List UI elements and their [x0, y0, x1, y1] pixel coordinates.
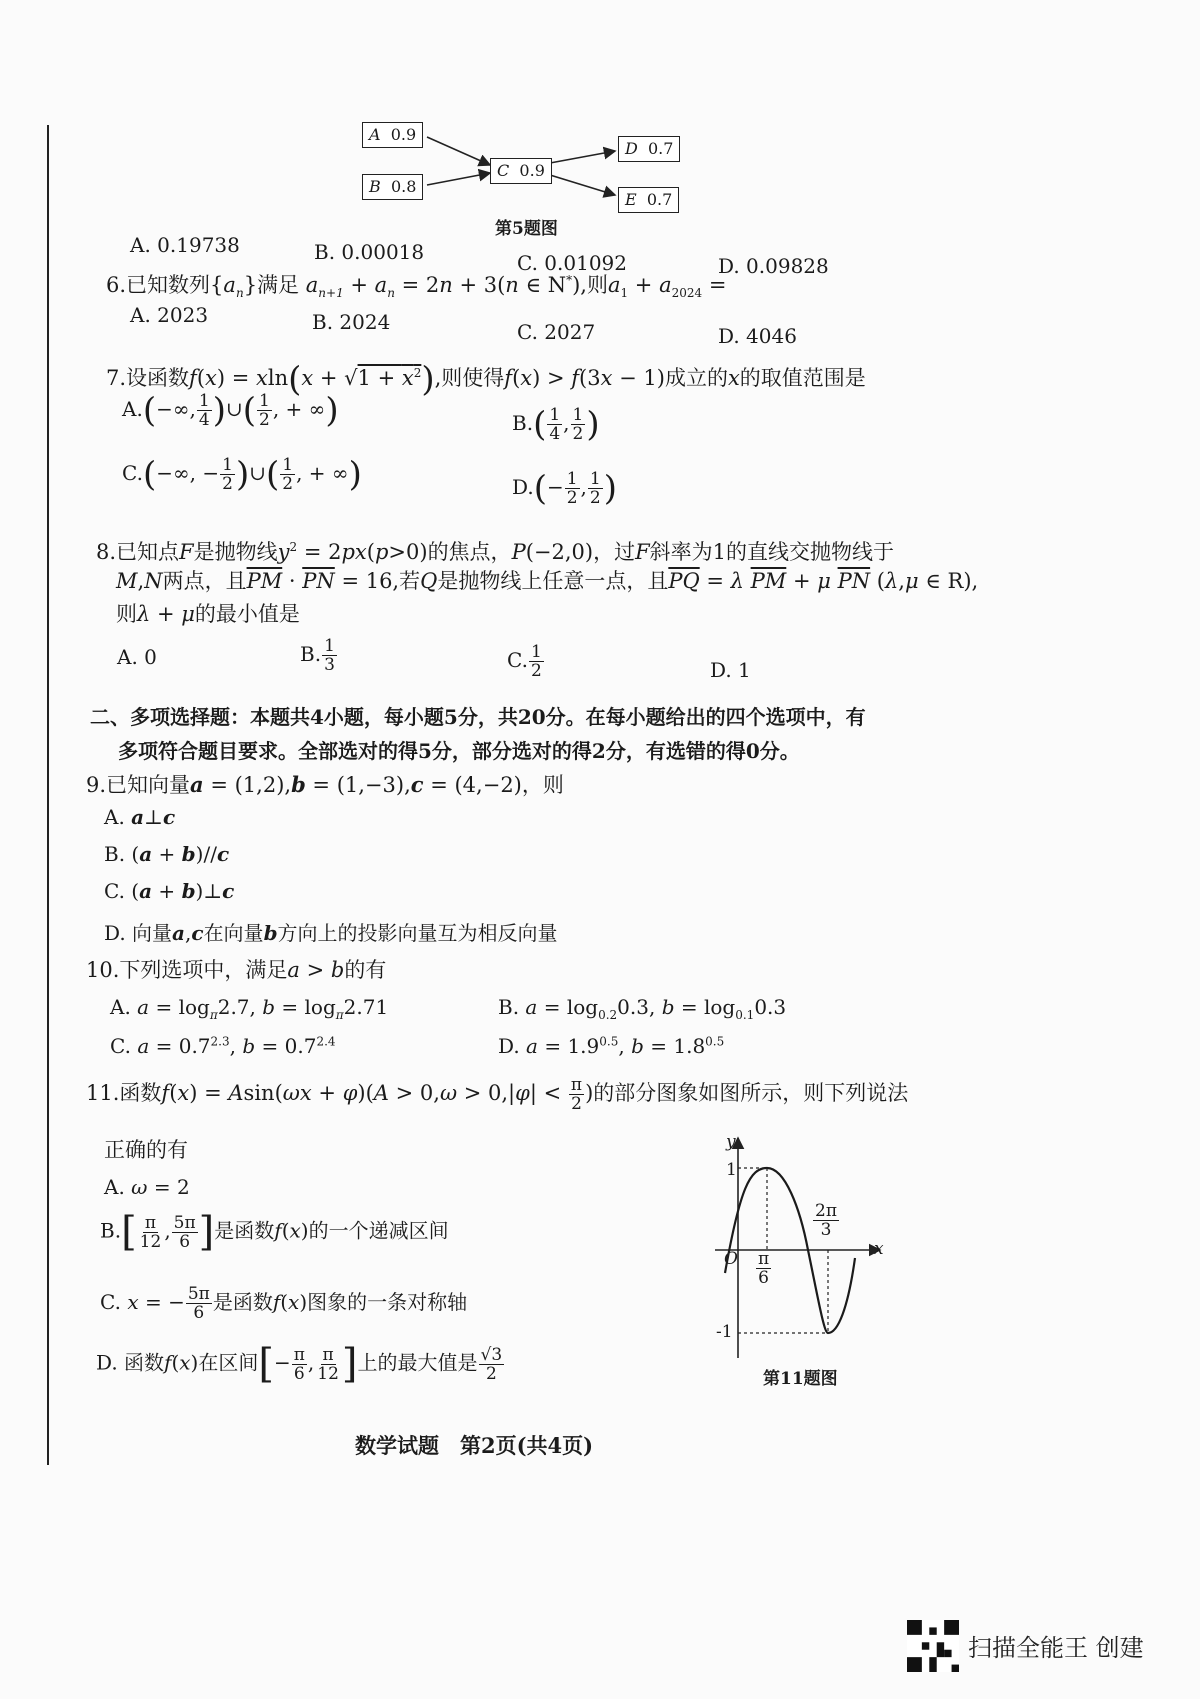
q8-option-c: C. $\frac{1}{2}$: [507, 642, 542, 681]
box-b: B 0.8: [362, 174, 423, 200]
section-2-heading-line-1: 二、多项选择题：本题共4小题，每小题5分，共20分。在每小题给出的四个选项中，有: [90, 705, 866, 729]
q9-option-c: C. (a + b)⊥c: [104, 879, 235, 903]
q11-option-d: D. 函数f(x)在区间[− $\frac{\pi}{6}$ , $\frac{\pi}{12}$ ]上的最大值是 $\frac{√3}{2}$: [96, 1341, 503, 1387]
q7-option-b: B.( $\frac{1}{4}$ , $\frac{1}{2}$ ): [512, 404, 600, 445]
fig11-y-bottom: -1: [716, 1322, 733, 1342]
q10-option-c: C. $a = 0.7^{2.3}$, $b = 0.7^{2.4}$: [110, 1034, 336, 1058]
box-e: E 0.7: [618, 187, 679, 213]
fig11-x-label: x: [874, 1239, 884, 1259]
q6-option-d: D. 4046: [718, 324, 797, 348]
fig11-y-top: 1: [726, 1160, 737, 1180]
fig11-tick-2pi-3: $\frac{2\pi}{3}$: [815, 1201, 837, 1240]
q11-option-b: B.[ $\frac{\pi}{12}$ , $\frac{5\pi}{6}$ ]是函数f(x)的一个递减区间: [100, 1209, 449, 1255]
question-8-line-2: M,N两点，且$\overline{PM} \cdot \overline{PN} = 16$,若Q是抛物线上任意一点，且$\overline{PQ} = \lambda$ $\overline{PM} + \mu$ $\overline{PN}$ (λ,μ ∈ R),: [116, 569, 979, 593]
question-11: 11.函数f(x) = Asin(ωx + φ)(A > 0,ω > 0,|φ| < $\frac{\pi}{2}$ )的部分图象如图所示，则下列说法: [86, 1075, 909, 1114]
q7-option-a: A.(−∞, $\frac{1}{4}$ )∪( $\frac{1}{2}$ , + ∞): [122, 390, 339, 431]
q6-option-b: B. 2024: [312, 310, 391, 334]
figure-11-caption: 第11题图: [763, 1369, 838, 1389]
q10-option-b: B. $a = \log_{0.2}0.3$, $b = \log_{0.1}0.3$: [498, 995, 787, 1022]
question-11-line-2: 正确的有: [104, 1138, 188, 1162]
watermark-text: 扫描全能王 创建: [968, 1634, 1144, 1662]
box-d: D 0.7: [618, 136, 680, 162]
q5-option-b: B. 0.00018: [314, 240, 425, 264]
q10-option-a: A. $a = \log_\pi 2.7$, $b = \log_\pi 2.71$: [110, 995, 389, 1022]
q6-option-c: C. 2027: [517, 320, 596, 344]
question-8-line-3: 则λ + μ的最小值是: [116, 602, 300, 626]
q5-option-a: A. 0.19738: [130, 233, 240, 257]
figure-5-caption: 第5题图: [495, 219, 558, 239]
question-9: 9.已知向量a = (1,2),b = (1,−3),c = (4,−2)，则: [86, 772, 564, 797]
question-8-line-1: 8.已知点F是抛物线$y^2 = 2px(p>0)$的焦点，P(−2,0)，过F斜率为1的直线交抛物线于: [96, 540, 895, 564]
q9-option-d: D. 向量a,c在向量b方向上的投影向量互为相反向量: [104, 921, 558, 945]
q8-option-a: A. 0: [117, 645, 157, 669]
q7-option-d: D.(− $\frac{1}{2}$ , $\frac{1}{2}$ ): [512, 468, 617, 509]
question-7: 7.设函数$f(x) = xln(x + √1 + x^2)$,则使得f(x) > f(3x − 1)成立的x的取值范围是: [106, 359, 866, 400]
q6-option-a: A. 2023: [130, 303, 209, 327]
q9-option-a: A. a⊥c: [104, 805, 176, 829]
q8-option-b: B. $\frac{1}{3}$: [300, 636, 335, 675]
fig11-tick-pi-6: $\frac{\pi}{6}$: [758, 1249, 770, 1288]
q11-option-c: C. x = − $\frac{5\pi}{6}$ 是函数f(x)图象的一条对称轴: [100, 1284, 468, 1323]
box-c: C 0.9: [490, 158, 552, 184]
q10-option-d: D. $a = 1.9^{0.5}$, $b = 1.8^{0.5}$: [498, 1034, 725, 1058]
question-6: 6.已知数列$\{a_n\}$满足 $a_{n+1} + a_n = 2n + 3(n$ ∈ N*),则$a_1 + a_{2024}$ =: [106, 273, 727, 301]
section-2-heading-line-2: 多项符合题目要求。全部选对的得5分，部分选对的得2分，有选错的得0分。: [118, 739, 800, 763]
q8-option-d: D. 1: [710, 658, 751, 682]
q7-option-c: C.(−∞, − $\frac{1}{2}$ )∪( $\frac{1}{2}$ , + ∞): [122, 454, 362, 495]
page-footer: 数学试题 第2页(共4页): [355, 1433, 594, 1458]
q5-option-c: C. 0.01092: [517, 251, 628, 275]
question-10: 10.下列选项中，满足a > b的有: [86, 958, 387, 982]
q5-option-d: D. 0.09828: [718, 254, 829, 278]
q11-option-a: A. ω = 2: [104, 1175, 190, 1199]
fig11-origin: O: [724, 1249, 738, 1269]
fig11-y-label: y: [726, 1132, 736, 1152]
q9-option-b: B. (a + b)//c: [104, 842, 230, 866]
binding-margin-line: [47, 125, 49, 1465]
qr-code-icon: [907, 1620, 959, 1672]
box-a: A 0.9: [362, 122, 423, 148]
